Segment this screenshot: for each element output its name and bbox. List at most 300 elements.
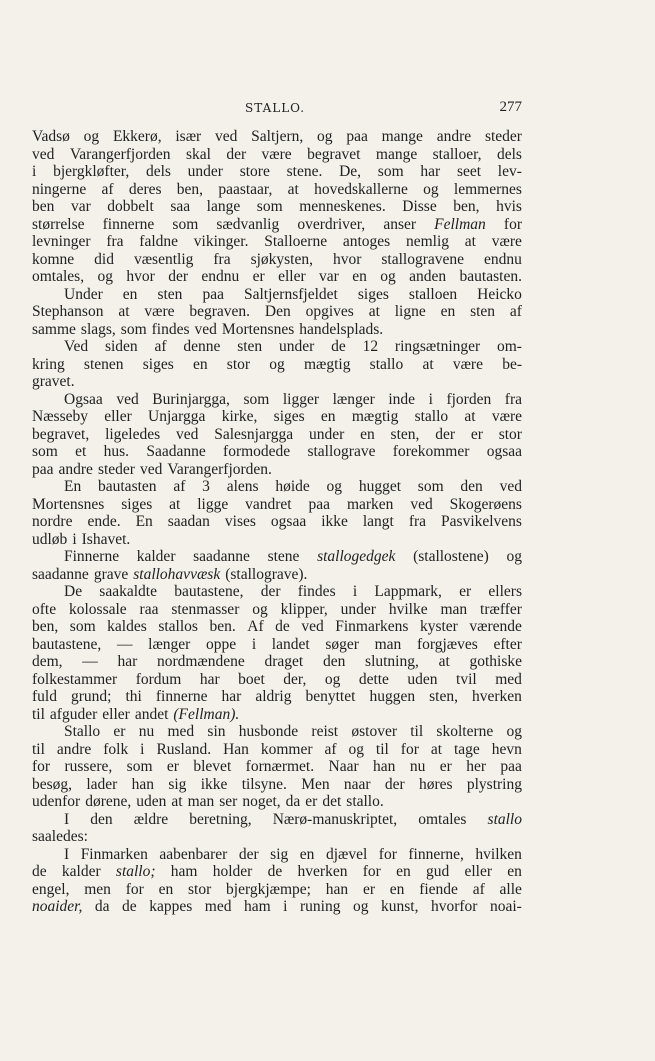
word: at (118, 303, 130, 320)
word: var (70, 198, 91, 215)
word: Under (64, 285, 103, 303)
text-line (32, 233, 522, 251)
word: under (187, 163, 223, 180)
word: for (362, 863, 381, 880)
word: ved (215, 128, 238, 145)
word: hvis (496, 198, 522, 215)
word: kaldes (107, 618, 147, 635)
word: marken (346, 495, 394, 513)
word: har (117, 653, 138, 670)
word: at (464, 408, 476, 425)
word: af (101, 180, 114, 198)
word: sin (207, 723, 226, 740)
word: at (464, 233, 476, 250)
word: Salesnjargga (214, 425, 294, 443)
word: findes (151, 320, 190, 338)
word: stallo (414, 408, 449, 425)
word: hevn (491, 740, 522, 758)
word: sig (168, 775, 187, 793)
word: til (375, 740, 389, 758)
word: menneskenes. (299, 198, 386, 215)
text-line (32, 408, 522, 426)
word: seet (456, 163, 482, 180)
word: man (374, 635, 402, 653)
word: paa (32, 460, 54, 478)
word: søger (325, 635, 359, 653)
word: være (261, 145, 292, 163)
word: mægtig (351, 408, 399, 425)
word: er (305, 793, 318, 810)
word: paa (500, 758, 522, 775)
text-line (32, 303, 522, 321)
word: saadanne (32, 565, 89, 583)
word: fra (106, 233, 124, 250)
word: andet (134, 705, 169, 723)
word: udenfor (32, 793, 81, 810)
word: noai- (490, 898, 522, 915)
text-line (32, 128, 522, 146)
word: har (199, 670, 220, 688)
word: benyttet (305, 688, 356, 705)
word: Saltjernsfjeldet (244, 285, 338, 303)
word: kalder (136, 548, 176, 565)
word: i (251, 635, 257, 653)
word: engel, (32, 880, 70, 898)
word: Rusland. (156, 740, 212, 758)
word: siges (142, 355, 174, 373)
word: ved (175, 425, 199, 443)
word: Mortensnes (221, 320, 295, 338)
text-line (32, 741, 522, 759)
word: Pasvikelvens (441, 513, 522, 530)
word: han (325, 880, 349, 898)
word: siges (273, 408, 305, 425)
word: i (352, 583, 358, 600)
word: skolterne (436, 723, 494, 740)
word: gravet. (32, 373, 75, 390)
word: Stallo (64, 723, 101, 740)
word: har (221, 688, 242, 705)
word: kappes (149, 898, 193, 915)
word: paa (308, 495, 331, 513)
word: for (378, 845, 397, 863)
word: sten (157, 285, 183, 303)
word: længer (332, 390, 375, 408)
text-line (32, 776, 522, 794)
word: uden (407, 670, 438, 688)
word: begraven. (189, 303, 251, 320)
word: Han (223, 740, 249, 758)
word: den (90, 810, 113, 828)
word: ved (301, 618, 324, 635)
word: som (172, 215, 199, 233)
word: naar (343, 775, 371, 793)
word: stallo; (115, 863, 156, 880)
word: der (226, 145, 247, 163)
word: under (308, 425, 345, 443)
word: dem, (32, 653, 63, 670)
word: som (243, 390, 270, 408)
word: ningerne (32, 180, 87, 198)
word: saadanne (193, 548, 250, 565)
word: ogsaa (270, 513, 307, 530)
word: hugget (358, 478, 402, 495)
word: nu (409, 758, 426, 775)
word: (Fellman). (173, 705, 240, 723)
word: og (317, 128, 333, 145)
body-text (32, 128, 522, 916)
word: ved (116, 390, 139, 408)
page-number: 277 (499, 99, 522, 115)
text-line (32, 478, 522, 496)
word: bautastene, (174, 583, 244, 600)
word: ligge (197, 495, 229, 513)
word: af (154, 338, 167, 355)
word: steder (484, 128, 522, 145)
word: ikke (321, 513, 348, 530)
word: Stephanson (32, 303, 104, 320)
word: han (373, 758, 396, 775)
word: da (94, 898, 110, 915)
word: sædvanlig (216, 215, 280, 233)
text-line (32, 531, 522, 549)
word: at (422, 355, 434, 373)
word: hverken (297, 863, 348, 880)
word: dels (145, 163, 171, 180)
word: store (239, 163, 270, 180)
text-line (32, 811, 522, 829)
text-line (32, 723, 522, 741)
text-line (32, 443, 522, 461)
word: udløb (32, 530, 68, 548)
word: formodede (223, 443, 291, 460)
word: Ogsaa (64, 390, 103, 408)
text-line (32, 251, 522, 269)
word: lev- (497, 163, 522, 180)
word: Fellman (434, 215, 486, 233)
word: nordre (32, 513, 73, 530)
word: tvil (456, 670, 477, 688)
word: slags, (80, 320, 116, 338)
word: Disse (402, 198, 437, 215)
word: en (389, 880, 405, 898)
word: at (169, 495, 181, 513)
word: de (275, 618, 290, 635)
word: anden (409, 268, 447, 285)
word: ældre (133, 810, 169, 828)
word: som (120, 320, 147, 338)
word: stene (267, 548, 300, 565)
word: man (187, 793, 215, 810)
word: fjorden (446, 390, 492, 408)
word: den (322, 653, 346, 670)
text-line (32, 601, 522, 619)
text-line (32, 426, 522, 444)
word: Ishavet. (81, 530, 131, 548)
word: og (380, 268, 396, 285)
word: bautastene, (32, 635, 102, 653)
word: lader (86, 775, 118, 793)
word: finnerne, (408, 845, 464, 863)
word: — (82, 653, 98, 670)
text-line (32, 198, 522, 216)
word: blevet (193, 758, 232, 775)
word: hvilke (388, 600, 428, 618)
word: forekommer (392, 443, 470, 460)
word: finnerne (155, 688, 208, 705)
word: Naar (328, 758, 359, 775)
word: stallogedgek (317, 548, 396, 565)
word: er (113, 723, 126, 740)
word: kunst, (381, 898, 419, 915)
text-line (32, 653, 522, 671)
word: da (285, 793, 301, 810)
word: ben. (209, 618, 236, 635)
word: der (260, 583, 281, 600)
word: som (32, 443, 58, 460)
word: under (279, 338, 315, 355)
word: som (69, 618, 96, 635)
word: eller (104, 408, 132, 425)
word: er (166, 758, 179, 775)
running-title: STALLO. (245, 101, 306, 115)
text-line (32, 286, 522, 304)
word: nemlig (405, 233, 450, 250)
word: eller (464, 863, 493, 880)
word: ved (139, 460, 163, 478)
text-line (32, 356, 522, 374)
word: i (283, 898, 288, 915)
word: findes (297, 583, 336, 600)
word: klipper, (280, 600, 328, 618)
word: I (64, 810, 70, 828)
word: Stalloerne (264, 233, 328, 250)
word: der, (283, 670, 307, 688)
word: stor (498, 425, 522, 443)
word: være (491, 408, 522, 425)
text-line (32, 163, 522, 181)
word: kyster (419, 618, 458, 635)
word: I (64, 845, 70, 863)
word: stalloen (408, 285, 458, 303)
word: dels (496, 145, 522, 163)
word: høres (418, 775, 453, 793)
word: noaider, (32, 898, 83, 915)
word: hovedskallerne (314, 180, 408, 198)
word: raa (139, 600, 159, 618)
word: ben, (176, 180, 204, 198)
word: Skogerøens (449, 495, 522, 513)
word: et (75, 443, 87, 460)
word: fra (213, 250, 231, 268)
word: ham (243, 898, 271, 915)
word: gothiske (469, 653, 522, 670)
word: Finmarkens (335, 618, 409, 635)
word: ofte (32, 600, 57, 618)
word: var (319, 268, 339, 285)
text-line (32, 898, 522, 916)
word: djævel (325, 845, 368, 863)
text-line (32, 216, 522, 234)
word: er (252, 268, 265, 285)
word: folkestammer (32, 670, 118, 688)
word: be- (502, 355, 522, 373)
word: Af (247, 618, 264, 635)
word: (stallostene) (413, 548, 489, 565)
word: Ved (64, 338, 89, 355)
word: af (472, 880, 485, 898)
word: grave (93, 565, 129, 583)
word: Varangerfjorden (69, 145, 171, 163)
word: saaledes: (32, 828, 88, 845)
word: oppe (206, 635, 237, 653)
word: størrelse (32, 215, 85, 233)
word: levninger (32, 233, 91, 250)
text-line (32, 373, 522, 391)
word: skal (185, 145, 211, 163)
word: tilsyne. (241, 775, 287, 793)
word: vikinger. (193, 233, 249, 250)
word: paastaar, (218, 180, 273, 198)
word: der (168, 268, 188, 285)
word: begravet, (32, 425, 90, 443)
word: høide (275, 478, 310, 495)
word: noget, (242, 793, 281, 810)
word: ligeledes (105, 425, 161, 443)
word: væsentlig (133, 250, 194, 268)
word: mange (375, 145, 418, 163)
word: er (470, 425, 483, 443)
word: dette (358, 670, 389, 688)
word: Saadanne (146, 443, 206, 460)
word: hvor (126, 268, 155, 285)
word: stalloer, (432, 145, 482, 163)
word: ellers (488, 583, 522, 600)
word: af (173, 478, 186, 495)
word: i (72, 530, 77, 548)
word: de (122, 898, 137, 915)
word: at (171, 793, 183, 810)
word: være (452, 355, 483, 373)
word: Ekkerø, (112, 128, 162, 145)
text-line (32, 671, 522, 689)
word: og (83, 128, 100, 145)
text-line (32, 181, 522, 199)
word: samme (32, 320, 76, 338)
word: stallograve (307, 443, 376, 460)
text-line (32, 618, 522, 636)
word: til (32, 740, 45, 758)
word: besøg, (32, 775, 73, 793)
word: være (491, 233, 522, 250)
word: Men (301, 775, 330, 793)
word: huggen (369, 688, 416, 705)
page-header (32, 101, 522, 121)
text-line (32, 321, 522, 339)
word: sten, (429, 688, 458, 705)
word: som (377, 163, 404, 180)
word: at (368, 303, 380, 320)
word: andre (58, 460, 93, 478)
word: træffer (480, 600, 522, 618)
word: anser (383, 215, 417, 233)
text-line (32, 513, 522, 531)
word: opgives (305, 303, 354, 320)
text-line (32, 636, 522, 654)
word: hvorfor (430, 898, 478, 915)
word: gud (425, 863, 450, 880)
word: værende (469, 618, 522, 635)
word: stenmasser (171, 600, 240, 618)
word: stallohavvæsk (133, 565, 221, 583)
word: stallogravene (381, 250, 465, 268)
word: en (507, 863, 522, 880)
word: saadan (167, 513, 210, 530)
word: eller (278, 268, 306, 285)
word: stene. (286, 163, 323, 180)
word: omtales, (32, 268, 85, 285)
word: stallos (158, 618, 198, 635)
word: især (175, 128, 202, 145)
word: dørene, (85, 793, 132, 810)
word: er (439, 758, 452, 775)
word: vises (224, 513, 256, 530)
word: omtales (418, 810, 467, 828)
word: fiende (419, 880, 458, 898)
word: aldrig (255, 688, 292, 705)
word: at (287, 180, 299, 198)
word: med (167, 723, 195, 740)
word: denne (183, 338, 221, 355)
text-line (32, 146, 522, 164)
word: nordmændene (156, 653, 245, 670)
word: stallo. (346, 793, 384, 810)
word: bjergkløfter, (53, 163, 130, 180)
word: thi (125, 688, 142, 705)
word: 12 (362, 338, 379, 355)
word: beretning, (189, 810, 252, 828)
word: i (428, 390, 433, 408)
word: plystring (466, 775, 522, 793)
word: at (438, 653, 450, 670)
text-line (32, 391, 522, 409)
word: Finmarken (80, 845, 148, 863)
word: har (420, 163, 441, 180)
word: (stallograve). (225, 565, 308, 583)
word: Finnerne (64, 548, 120, 565)
word: saa (170, 198, 191, 215)
word: endnu (201, 268, 240, 285)
word: ved (194, 320, 217, 338)
word: holder (212, 863, 253, 880)
word: kirke, (221, 408, 258, 425)
word: og (326, 478, 343, 495)
word: grund; (70, 688, 112, 705)
word: der (238, 845, 259, 863)
word: afguder (49, 705, 98, 723)
word: hvor (332, 250, 362, 268)
word: i (140, 740, 145, 758)
word: af (509, 303, 522, 320)
word: om- (497, 338, 522, 355)
text-line (32, 758, 522, 776)
word: her (466, 758, 486, 775)
word: begravet (307, 145, 361, 163)
word: og (506, 723, 522, 740)
word: ringsætninger (394, 338, 481, 355)
word: en (192, 355, 208, 373)
word: russere, (64, 758, 113, 775)
